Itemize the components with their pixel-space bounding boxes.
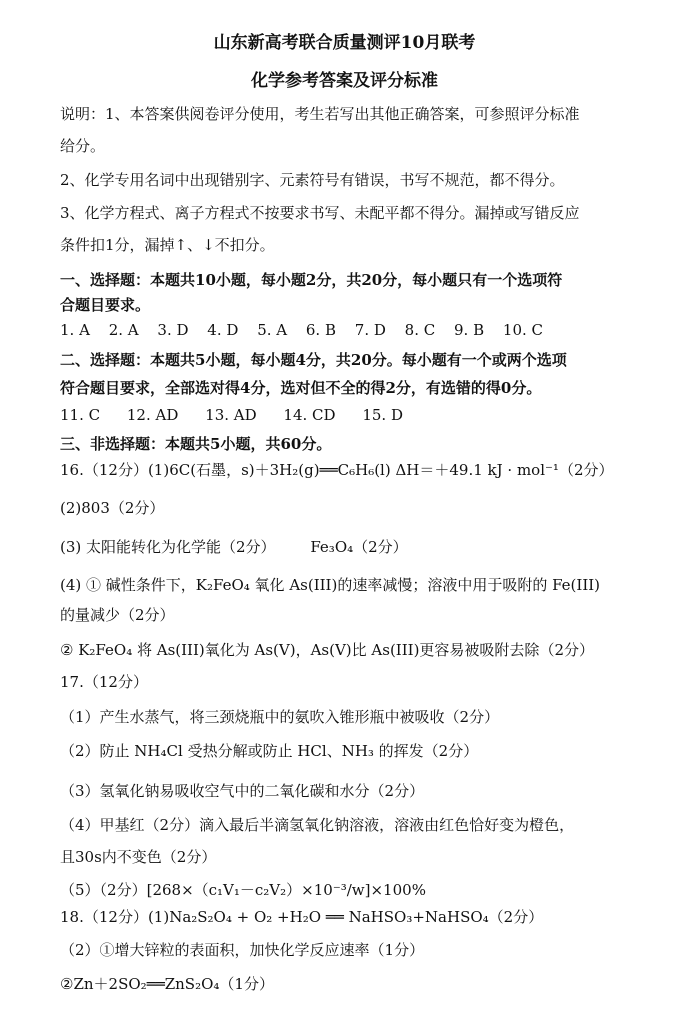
q18-part-1: 18.（12分）(1)Na₂S₂O₄ + O₂ +H₂O ══ NaHSO₃+NaHSO₄（2分） — [60, 908, 544, 926]
section-1-heading-b: 合题目要求。 — [60, 296, 151, 314]
answer-4: 4. D — [207, 321, 239, 339]
note-3-line-b: 条件扣1分，漏掉↑、↓不扣分。 — [60, 236, 275, 254]
section-2-heading-a: 二、选择题：本题共5小题，每小题4分，共20分。每小题有一个或两个选项 — [60, 351, 567, 369]
q16-part-3 — [60, 537, 408, 557]
answer-5: 5. A — [257, 321, 288, 339]
q16-part-4-line-c: ② K₂FeO₄ 将 As(III)氧化为 As(V)，As(V)比 As(III)更容易被吸附去除（2分） — [60, 641, 594, 659]
q16-part-3a: (3) 太阳能转化为化学能（2分） — [60, 538, 276, 556]
q16-part-3b: Fe₃O₄（2分） — [310, 538, 408, 556]
note-1-line-a: 说明：1、本答案供阅卷评分使用，考生若写出其他正确答案，可参照评分标准 — [60, 105, 580, 123]
q18-part-2: （2）①增大锌粒的表面积，加快化学反应速率（1分） — [60, 941, 425, 959]
section-2-answers — [60, 405, 417, 425]
answer-9: 9. B — [454, 321, 485, 339]
answer-3: 3. D — [157, 321, 189, 339]
answer-14: 14. CD — [283, 406, 336, 424]
q16-part-1: 16.（12分）(1)6C(石墨，s)＋3H₂(g)══C₆H₆(l) ΔH＝＋49.1 kJ · mol⁻¹（2分） — [60, 461, 614, 479]
answer-11: 11. C — [60, 406, 101, 424]
q16-part-4-line-a: (4) ① 碱性条件下，K₂FeO₄ 氧化 As(III)的速率减慢；溶液中用于吸附的 Fe(III) — [60, 576, 601, 594]
answer-1: 1. A — [60, 321, 90, 339]
q17-part-3: （3）氢氧化钠易吸收空气中的二氧化碳和水分（2分） — [60, 782, 425, 800]
section-2-heading-b: 符合题目要求，全部选对得4分，选对但不全的得2分，有选错的得0分。 — [60, 379, 542, 397]
answer-6: 6. B — [305, 321, 336, 339]
q17-part-4-line-b: 且30s内不变色（2分） — [60, 848, 217, 866]
page-title: 山东新高考联合质量测评10月联考 — [213, 33, 476, 53]
answer-10: 10. C — [502, 321, 544, 339]
q17-part-2: （2）防止 NH₄Cl 受热分解或防止 HCl、NH₃ 的挥发（2分） — [60, 742, 479, 760]
q18-part-3: ②Zn＋2SO₂══ZnS₂O₄（1分） — [60, 975, 274, 993]
answer-13: 13. AD — [205, 406, 257, 424]
answer-7: 7. D — [354, 321, 386, 339]
q17-part-1: （1）产生水蒸气，将三颈烧瓶中的氨吹入锥形瓶中被吸收（2分） — [60, 708, 500, 726]
q16-part-4-line-b: 的量减少（2分） — [60, 606, 175, 624]
answer-12: 12. AD — [126, 406, 179, 424]
q16-part-2: (2)803（2分） — [60, 499, 165, 517]
section-3-heading: 三、非选择题：本题共5小题，共60分。 — [60, 435, 332, 453]
q17-heading: 17.（12分） — [60, 673, 148, 691]
page-subtitle: 化学参考答案及评分标准 — [251, 71, 438, 91]
section-1-answers — [60, 320, 557, 340]
note-1-line-b: 给分。 — [60, 137, 106, 155]
answer-15: 15. D — [362, 406, 403, 424]
note-2: 2、化学专用名词中出现错别字、元素符号有错误，书写不规范，都不得分。 — [60, 171, 565, 189]
section-1-heading-a: 一、选择题：本题共10小题，每小题2分，共20分，每小题只有一个选项符 — [60, 271, 563, 289]
answer-2: 2. A — [108, 321, 139, 339]
note-3-line-a: 3、化学方程式、离子方程式不按要求书写、未配平都不得分。漏掉或写错反应 — [60, 204, 580, 222]
answer-8: 8. C — [404, 321, 436, 339]
q17-part-5: （5）（2分）[268×（c₁V₁－c₂V₂）×10⁻³/w]×100% — [60, 881, 426, 899]
q17-part-4-line-a: （4）甲基红（2分）滴入最后半滴氢氧化钠溶液，溶液由红色恰好变为橙色， — [60, 816, 575, 834]
